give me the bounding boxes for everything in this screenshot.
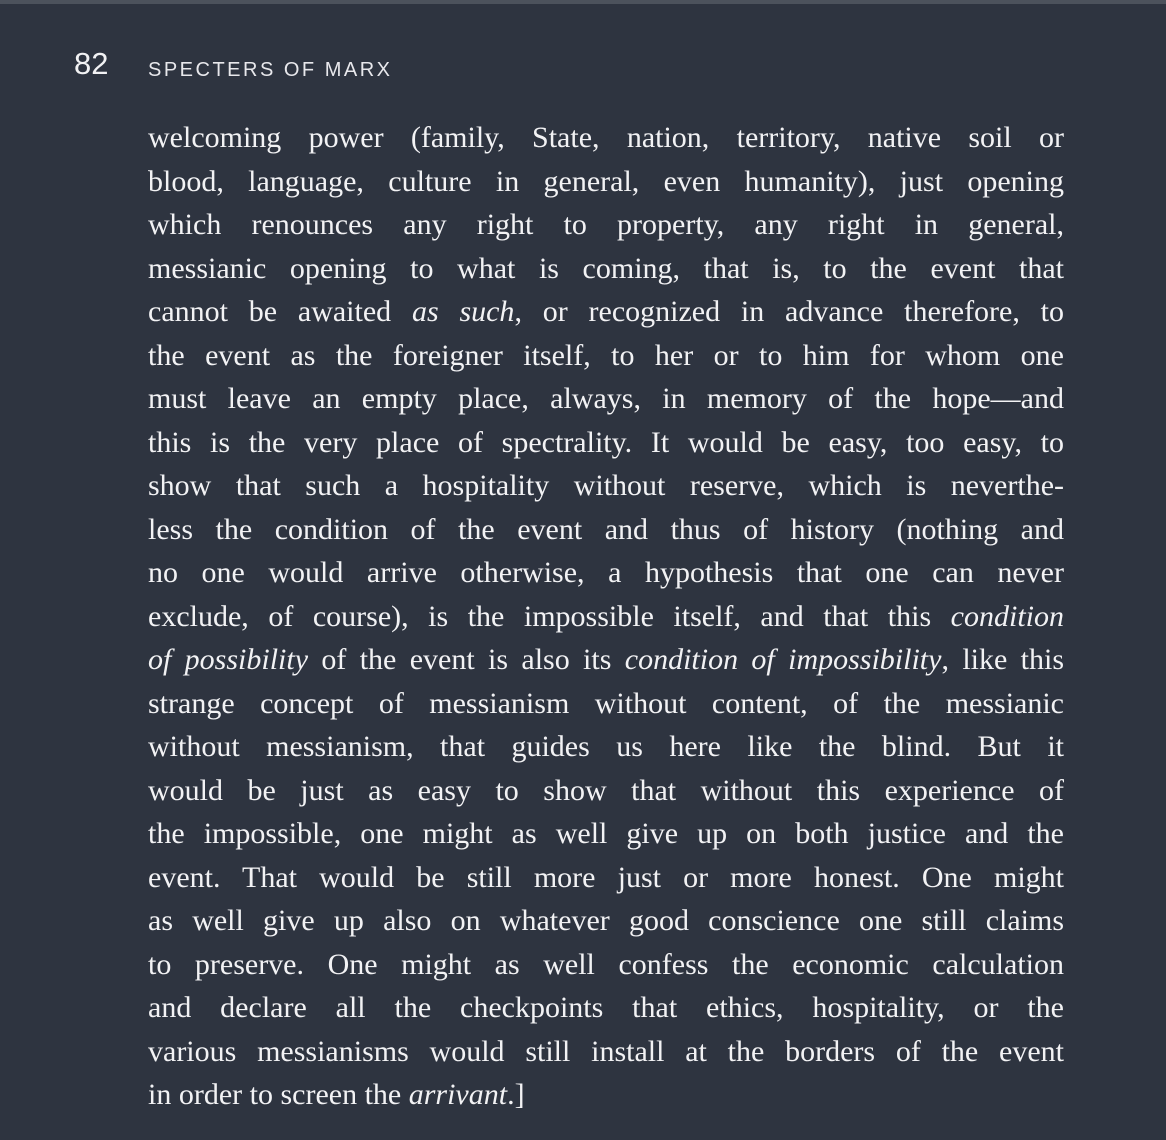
text-run: , like this: [941, 643, 1064, 676]
text-line: [148, 421, 1064, 465]
text-run: various messianisms would still install at the borders of the event: [148, 1034, 1064, 1068]
body-text: [148, 116, 1064, 1117]
text-line: [148, 551, 1064, 595]
text-run: of the event is also its: [308, 643, 625, 676]
text-line: [148, 725, 1064, 769]
text-line: [148, 290, 1064, 334]
text-line: [148, 247, 1064, 291]
text-run: the impossible, one might as well give up on both justice and the: [148, 817, 1064, 850]
text-run: strange concept of messianism without content, of the messianic: [148, 686, 1064, 720]
text-run: must leave an empty place, always, in memory of the hope—and: [148, 382, 1064, 415]
italic-phrase: of possibility: [148, 643, 309, 676]
text-run: exclude, of course), is the impossible itself, and that this: [148, 599, 951, 633]
text-run: , or recognized in advance therefore, to: [514, 295, 1064, 328]
page-number: 82: [74, 46, 109, 81]
text-run: cannot be awaited: [148, 295, 412, 328]
text-line: [148, 812, 1064, 856]
text-run: to preserve. One might as well confess the economic calculation: [148, 947, 1064, 981]
text-run: as well give up also on whatever good conscience one still claims: [148, 904, 1064, 937]
text-line: [148, 682, 1064, 726]
italic-phrase: as such: [411, 295, 515, 328]
text-line: [148, 508, 1064, 552]
text-run: event. That would be still more just or more honest. One might: [148, 860, 1064, 894]
italic-phrase: condition: [950, 599, 1064, 633]
text-run: less the condition of the event and thus of history (nothing and: [148, 512, 1064, 546]
text-run: messianic opening to what is coming, that is, to the event that: [148, 251, 1064, 285]
italic-phrase: arrivant: [408, 1078, 508, 1111]
text-run: this is the very place of spectrality. It would be easy, too easy, to: [148, 425, 1064, 459]
text-line: [148, 769, 1064, 813]
text-run: which renounces any right to property, any right in general,: [148, 208, 1064, 241]
text-run: .]: [507, 1078, 525, 1111]
text-line: [148, 464, 1064, 508]
text-run: blood, language, culture in general, even humanity), just opening: [148, 164, 1064, 198]
italic-phrase: condition of impossibility: [624, 643, 942, 676]
text-run: show that such a hospitality without reserve, which is neverthe-: [148, 469, 1064, 502]
text-line: [148, 160, 1064, 204]
text-run: the event as the foreigner itself, to her or to him for whom one: [148, 338, 1064, 372]
text-run: welcoming power (family, State, nation, territory, native soil or: [148, 121, 1064, 154]
text-line: [148, 899, 1064, 943]
text-run: would be just as easy to show that without this experience of: [148, 773, 1064, 807]
text-line: [148, 595, 1064, 639]
text-run: and declare all the checkpoints that ethics, hospitality, or the: [148, 991, 1064, 1024]
text-line: [148, 1073, 1064, 1117]
text-line: [148, 943, 1064, 987]
window-top-edge: [0, 0, 1166, 4]
text-line: [148, 638, 1064, 682]
text-run: in order to screen the: [148, 1078, 409, 1111]
text-line: [148, 856, 1064, 900]
text-run: no one would arrive otherwise, a hypothesis that one can never: [148, 556, 1064, 589]
text-line: [148, 116, 1064, 160]
text-line: [148, 203, 1064, 247]
text-line: [148, 334, 1064, 378]
text-line: [148, 377, 1064, 421]
text-run: without messianism, that guides us here like the blind. But it: [148, 730, 1064, 763]
text-line: [148, 986, 1064, 1030]
running-title: SPECTERS OF MARX: [148, 59, 393, 81]
text-line: [148, 1030, 1064, 1074]
